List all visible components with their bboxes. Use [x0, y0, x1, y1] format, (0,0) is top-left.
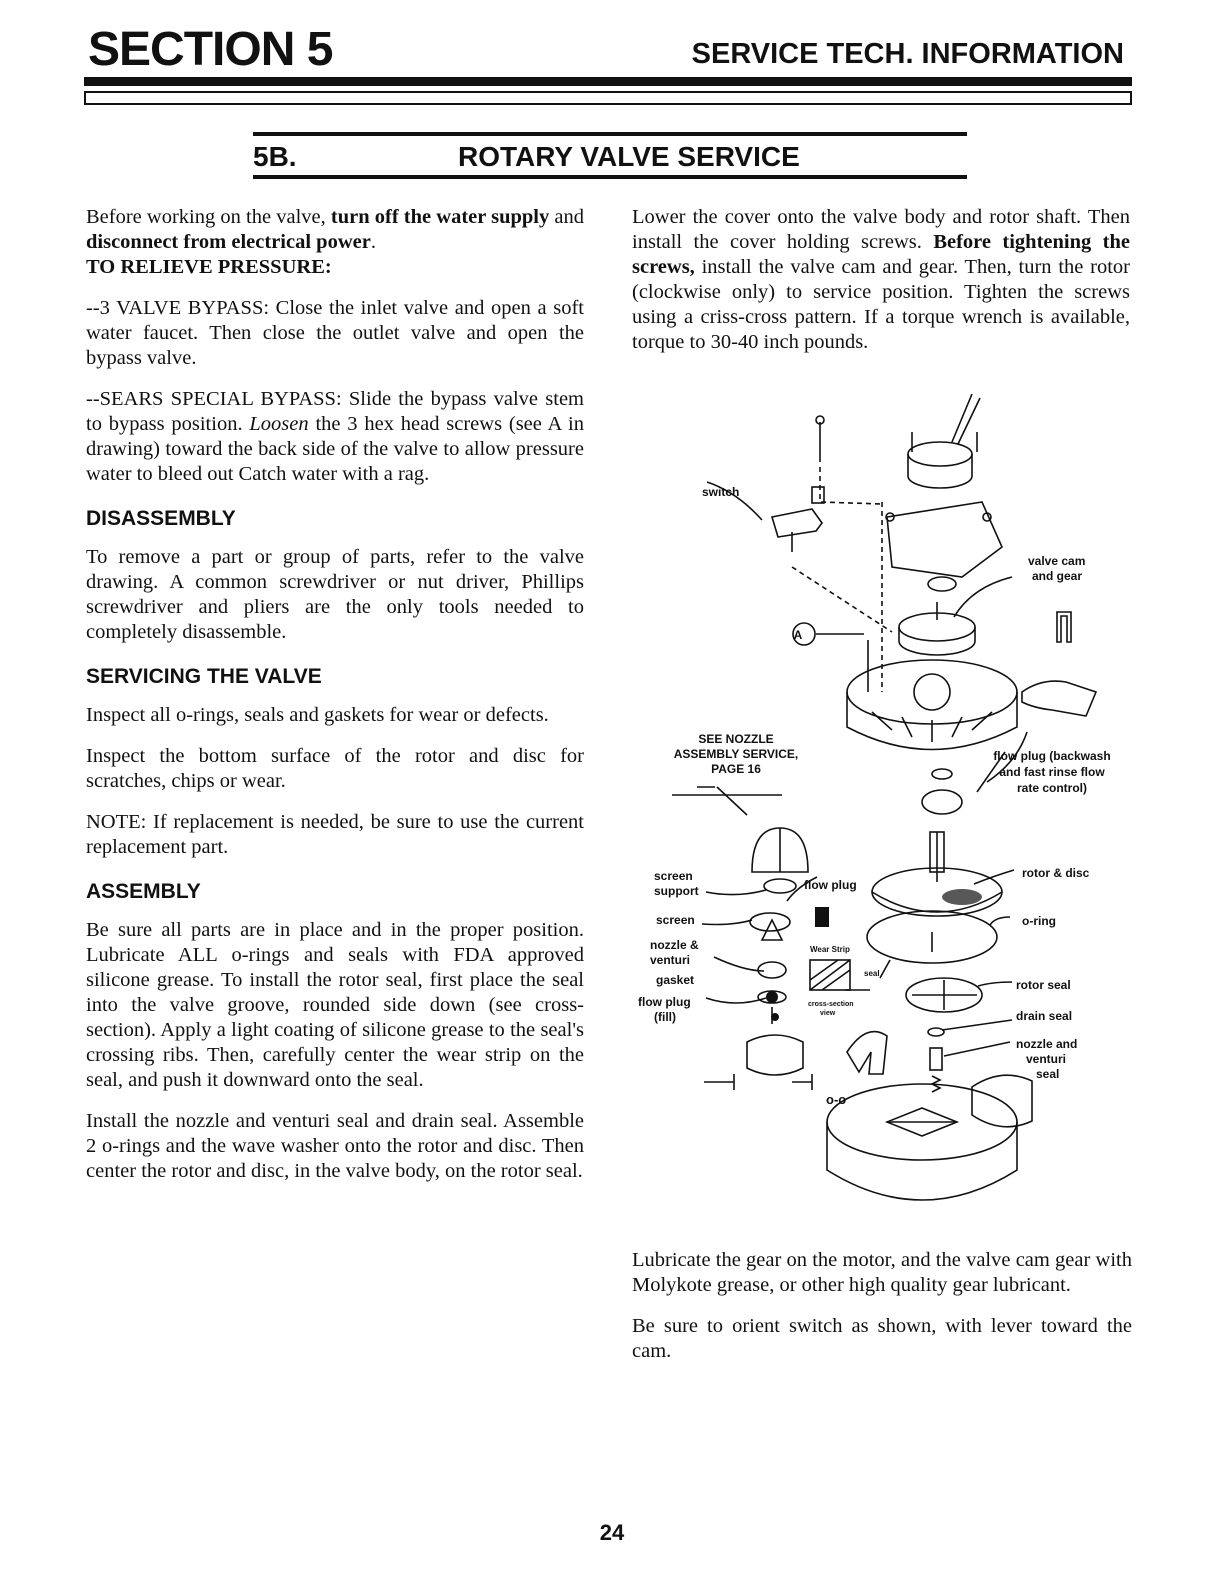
label-valve-cam-1: valve cam	[1028, 554, 1086, 568]
label-nozzle-venturi-1: nozzle &	[650, 938, 699, 952]
label-flow-plug-bw-1: flow plug (backwash	[993, 749, 1111, 763]
switch-orient-text: Be sure to orient switch as shown, with lever toward the cam.	[632, 1315, 1132, 1362]
intro-paragraph: Before working on the valve, turn off the water supply and disconnect from electrical power. TO RELIEVE PRESSURE:	[86, 206, 584, 278]
servicing-text-1: Inspect all o-rings, seals and gaskets for wear or defects.	[86, 704, 549, 726]
label-screen-support-1: screen	[654, 869, 693, 883]
page-number: 24	[599, 1520, 625, 1545]
label-see-nozzle-2: ASSEMBLY SERVICE,	[673, 747, 799, 761]
subsection-title: ROTARY VALVE SERVICE	[458, 141, 800, 172]
disassembly-heading: DISASSEMBLY	[86, 507, 236, 530]
label-see-nozzle-1: SEE NOZZLE	[698, 732, 774, 746]
label-wear-strip: Wear Strip	[810, 945, 850, 954]
label-nozzle-seal-2: venturi	[1026, 1052, 1067, 1066]
label-seal-small: seal	[864, 969, 880, 978]
label-nozzle-seal-1: nozzle and	[1016, 1037, 1078, 1051]
label-nozzle-seal-3: seal	[1036, 1067, 1060, 1081]
lubricate-gear-text: Lubricate the gear on the motor, and the valve cam gear with Molykote grease, or other high quality gear lubricant.	[632, 1249, 1132, 1296]
label-switch: switch	[702, 485, 740, 499]
assembly-heading: ASSEMBLY	[86, 880, 201, 903]
cover-install-text: Lower the cover onto the valve body and rotor shaft. Then install the cover holding screws. Before tightening the screws, install the valve cam and gear. Then, turn the rotor (clockwise only) to service position. Tighten the screws using a criss-cross pattern. If a torque wrench is available, torque to 30-40 inch pounds.	[632, 206, 1130, 353]
relieve-pressure-label: TO RELIEVE PRESSURE:	[86, 256, 332, 278]
subsection-rule-bottom	[253, 175, 967, 179]
header-rule	[84, 77, 1132, 86]
label-flow-plug-bw-3: rate control)	[1016, 781, 1088, 795]
right-column	[632, 205, 1130, 371]
disassembly-text: To remove a part or group of parts, refer to the valve drawing. A common screwdriver or nut driver, Phillips screwdriver and pliers are the only tools needed to completely disassemble.	[86, 546, 584, 643]
sears-special-bypass: --SEARS SPECIAL BYPASS: Slide the bypass valve stem to bypass position. Loosen the 3 hex head screws (see A in drawing) toward the back side of the valve to allow pressure water to bleed out Catch water with a rag.	[86, 388, 584, 485]
label-screen: screen	[656, 913, 695, 927]
valve-exploded-diagram	[632, 392, 1132, 1242]
label-o-ring: o-ring	[1022, 914, 1056, 928]
label-screen-support-2: support	[654, 884, 699, 898]
label-rotor-seal: rotor seal	[1016, 978, 1071, 992]
subsection-rule-top	[253, 132, 967, 136]
servicing-note: NOTE: If replacement is needed, be sure to use the current replacement part.	[86, 811, 584, 858]
label-o-o: o-o	[826, 1092, 847, 1107]
label-cross-section-2: view	[820, 1010, 836, 1017]
label-valve-cam-2: and gear	[1032, 569, 1083, 583]
right-column-bottom	[632, 1248, 1132, 1380]
label-nozzle-venturi-2: venturi	[650, 953, 691, 967]
servicing-text-2: Inspect the bottom surface of the rotor and disc for scratches, chips or wear.	[86, 745, 584, 792]
assembly-text-2: Install the nozzle and venturi seal and drain seal. Assemble 2 o-rings and the wave washer onto the rotor and disc. Then center the rotor and disc, in the valve body, on the rotor seal.	[86, 1110, 584, 1182]
label-gasket: gasket	[656, 973, 695, 987]
section-heading: SECTION 5	[88, 23, 333, 76]
label-rotor-disc: rotor & disc	[1022, 866, 1090, 880]
label-cross-section-1: cross-section	[808, 1001, 854, 1008]
header-rule-box	[84, 91, 1132, 105]
left-column	[86, 205, 584, 1200]
label-flow-plug-fill-1: flow plug	[638, 995, 691, 1009]
servicing-heading: SERVICING THE VALVE	[86, 665, 322, 688]
label-flow-plug-fill-2: (fill)	[654, 1010, 676, 1024]
label-see-nozzle-3: PAGE 16	[711, 762, 761, 776]
label-drain-seal: drain seal	[1016, 1009, 1073, 1023]
three-valve-bypass: --3 VALVE BYPASS: Close the inlet valve and open a soft water faucet. Then close the outlet valve and open the bypass valve.	[86, 297, 584, 369]
label-flow-plug: flow plug	[804, 878, 857, 892]
assembly-text-1: Be sure all parts are in place and in the proper position. Lubricate ALL o-rings and seals with FDA approved silicone grease. To install the rotor seal, first place the seal into the valve groove, rounded side down (see cross-section). Apply a light coating of silicone grease to the seal's crossing ribs. Then, carefully center the wear strip on the seal, and push it downward onto the seal.	[86, 919, 584, 1091]
subsection-number: 5B.	[253, 141, 297, 172]
label-flow-plug-bw-2: and fast rinse flow	[999, 765, 1105, 779]
section-title: SERVICE TECH. INFORMATION	[691, 38, 1124, 70]
label-a-marker: A	[793, 628, 803, 642]
